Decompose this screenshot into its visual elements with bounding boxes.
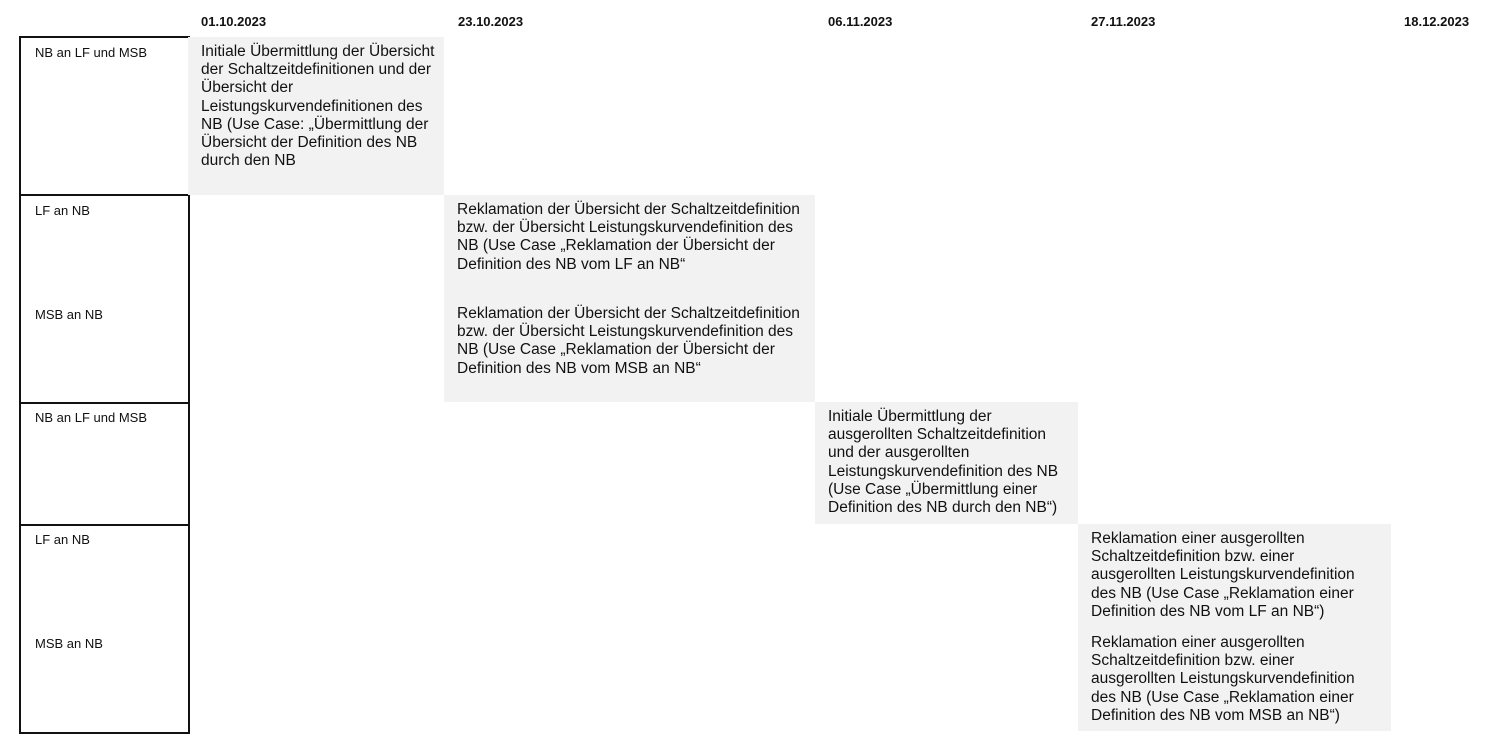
role-label: MSB an NB <box>35 307 103 322</box>
role-label: NB an LF und MSB <box>35 410 147 425</box>
role-column <box>19 36 190 734</box>
date-label: 01.10.2023 <box>201 14 267 29</box>
row-separator <box>21 402 188 404</box>
role-label: LF an NB <box>35 532 90 547</box>
role-label: NB an LF und MSB <box>35 45 147 60</box>
activity-cell: Reklamation einer ausgerollten Schaltzeitdefinition bzw. einer ausgerollten Leistungskurvendefinition des NB (Use Case „Reklamation einer Definition des NB vom LF an NB“) <box>1078 524 1391 628</box>
activity-cell: Initiale Übermittlung der ausgerollten Schaltzeitdefinition und der ausgerollten Leistungskurvendefinition des NB (Use Case „Übermittlung einer Definition des NB durch den NB“) <box>815 402 1078 524</box>
row-separator <box>21 524 188 526</box>
activity-cell: Reklamation der Übersicht der Schaltzeitdefinition bzw. der Übersicht Leistungskurvendefinition des NB (Use Case „Reklamation der Übersicht der Definition des NB vom LF an NB“ <box>444 195 815 299</box>
date-label: 18.12.2023 <box>1404 14 1470 29</box>
date-label: 06.11.2023 <box>828 14 893 29</box>
row-separator <box>21 194 188 196</box>
date-label: 23.10.2023 <box>458 14 524 29</box>
activity-cell: Reklamation einer ausgerollten Schaltzeitdefinition bzw. einer ausgerollten Leistungskurvendefinition des NB (Use Case „Reklamation einer Definition des NB vom MSB an NB“) <box>1078 628 1391 731</box>
role-label: LF an NB <box>35 203 90 218</box>
activity-cell: Reklamation der Übersicht der Schaltzeitdefinition bzw. der Übersicht Leistungskurvendefinition des NB (Use Case „Reklamation der Übersicht der Definition des NB vom MSB an NB“ <box>444 299 815 402</box>
activity-cell: Initiale Übermittlung der Übersicht der Schaltzeitdefinitionen und der Übersicht der Leistungskurvendefinitionen des NB (Use Case: „Übermittlung der Übersicht der Definition des NB durch den NB <box>188 37 444 195</box>
date-label: 27.11.2023 <box>1091 14 1156 29</box>
role-label: MSB an NB <box>35 636 103 651</box>
